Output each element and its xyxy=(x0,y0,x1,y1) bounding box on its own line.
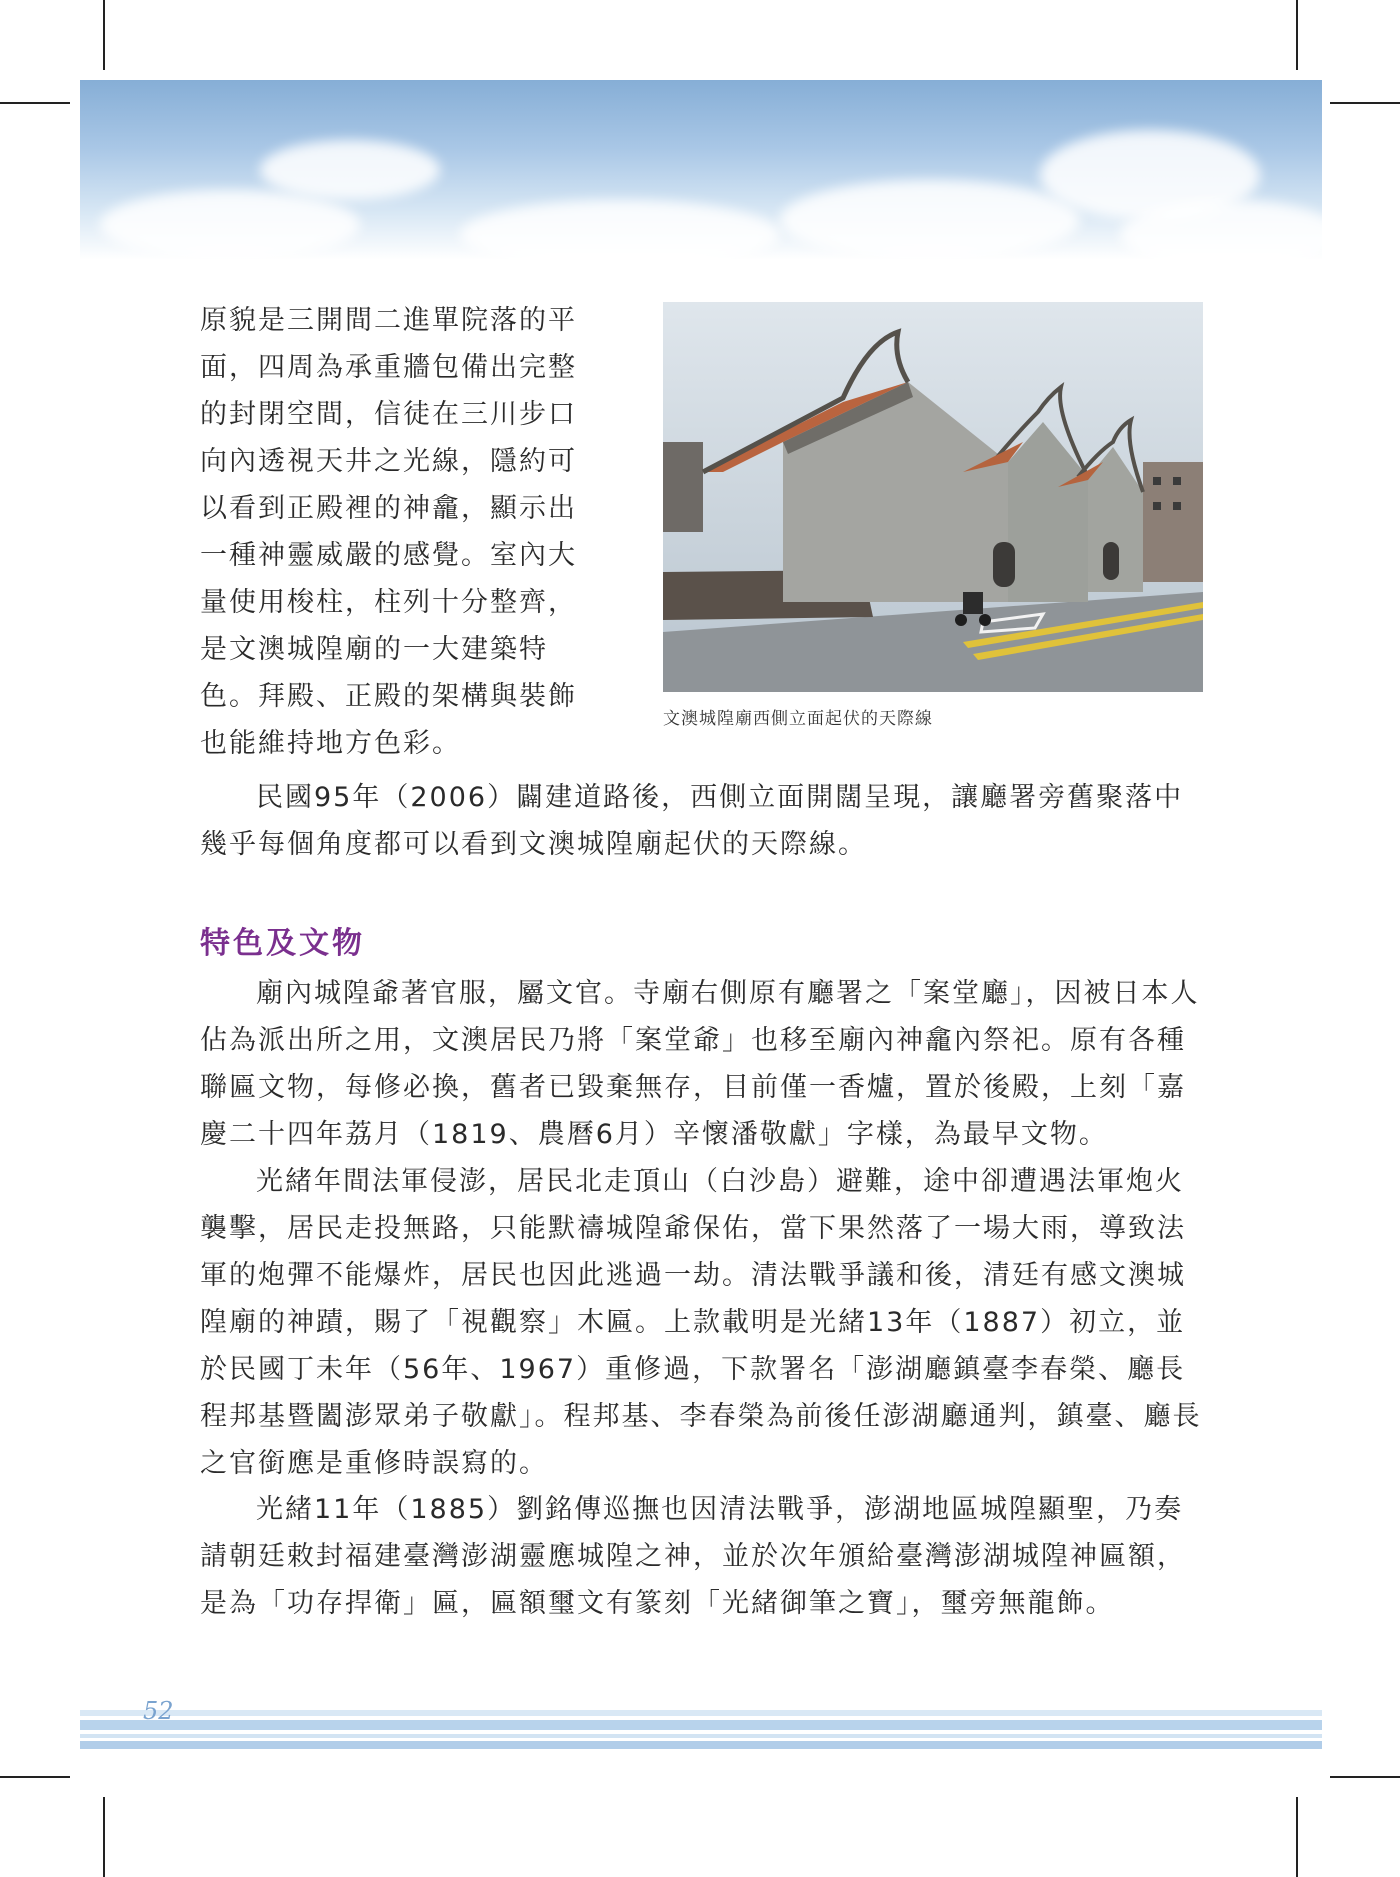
paragraph: 廟內城隍爺著官服，屬文官。寺廟右側原有廳署之「案堂廳」，因被日本人佔為派出所之用，文澳居民乃將「案堂爺」也移至廟內神龕內祭祀。原有各種聯匾文物，每修必換，舊者已毀棄無存，目前僅一香爐，置於後殿，上刻「嘉慶二十四年荔月（1819、農曆6月）辛懷潘敬獻」字樣，為最早文物。 xyxy=(200,978,1200,1150)
footer-stripe xyxy=(80,1710,1322,1716)
paragraph: 民國95年（2006）闢建道路後，西側立面開闊呈現，讓廳署旁舊聚落中幾乎每個角度都可以看到文澳城隍廟起伏的天際線。 xyxy=(200,782,1184,860)
crop-mark xyxy=(103,0,105,70)
temple-photo xyxy=(663,302,1203,692)
footer-stripes xyxy=(80,1710,1322,1750)
paragraph: 光緒年間法軍侵澎，居民北走頂山（白沙島）避難，途中卻遭遇法軍炮火襲擊，居民走投無路，只能默禱城隍爺保佑，當下果然落了一場大雨，導致法軍的炮彈不能爆炸，居民也因此逃過一劫。清法戰爭議和後，清廷有感文澳城隍廟的神蹟，賜了「視觀察」木匾。上款載明是光緒13年（1887）初立，並於民國丁未年（56年、1967）重修過，下款署名「澎湖廳鎮臺李春榮、廳長程邦基暨闔澎眾弟子敬獻」。程邦基、李春榮為前後任澎湖廳通判，鎮臺、廳長之官銜應是重修時誤寫的。 xyxy=(200,1166,1202,1479)
crop-mark xyxy=(1296,0,1298,70)
temple-illustration xyxy=(663,302,1203,692)
crop-mark xyxy=(0,1776,70,1778)
footer-stripe xyxy=(80,1720,1322,1730)
crop-mark xyxy=(1330,102,1400,104)
cloud xyxy=(260,140,440,200)
photo-caption: 文澳城隍廟西側立面起伏的天際線 xyxy=(663,709,933,729)
cloud xyxy=(100,190,360,260)
crop-mark xyxy=(1296,1797,1298,1877)
section-heading: 特色及文物 xyxy=(200,926,365,961)
footer-stripe xyxy=(80,1734,1322,1738)
cloud xyxy=(780,180,1080,260)
cloud xyxy=(460,200,780,260)
crop-mark xyxy=(0,102,70,104)
left-column-paragraph: 原貌是三開間二進單院落的平面，四周為承重牆包備出完整的封閉空間，信徒在三川步口向內透視天井之光線，隱約可以看到正殿裡的神龕，顯示出一種神靈威嚴的感覺。室內大量使用梭柱，柱列十分整齊，是文澳城隍廟的一大建築特色。拜殿、正殿的架構與裝飾也能維持地方色彩。 xyxy=(200,305,577,759)
sky-header-banner xyxy=(80,80,1322,260)
paragraph: 光緒11年（1885）劉銘傳巡撫也因清法戰爭，澎湖地區城隍顯聖，乃奏請朝廷敕封福建臺灣澎湖靈應城隍之神，並於次年頒給臺灣澎湖城隍神匾額，是為「功存捍衛」匾，匾額璽文有篆刻「光緒御筆之寶」，璽旁無龍飾。 xyxy=(200,1494,1186,1619)
footer-stripe xyxy=(80,1741,1322,1749)
page-number: 52 xyxy=(143,1697,174,1725)
crop-mark xyxy=(1330,1776,1400,1778)
crop-mark xyxy=(103,1797,105,1877)
